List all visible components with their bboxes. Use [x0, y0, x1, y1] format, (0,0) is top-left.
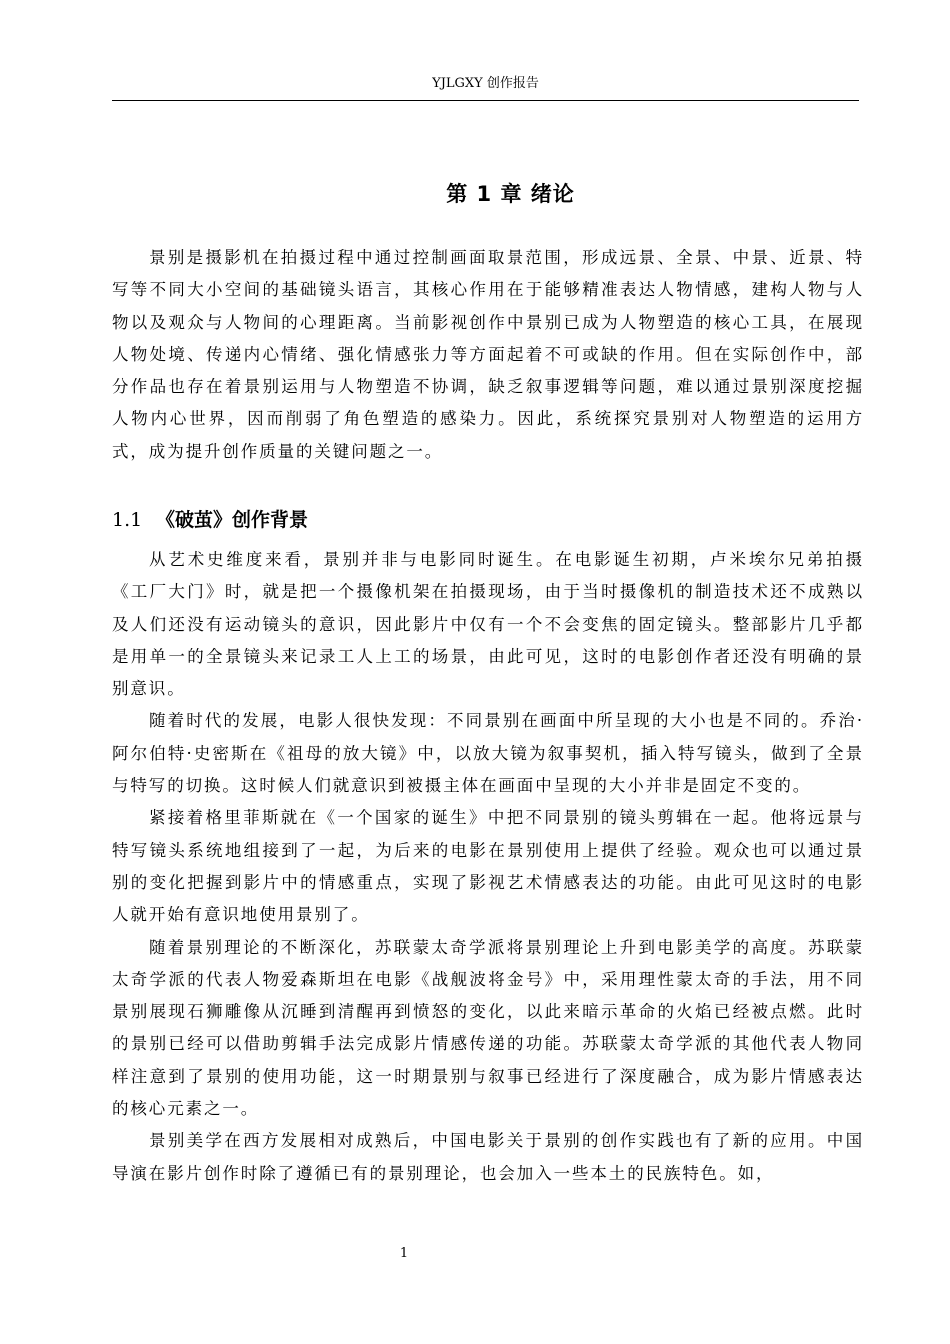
- body-paragraph: 从艺术史维度来看，景别并非与电影同时诞生。在电影诞生初期，卢米埃尔兄弟拍摄《工厂大门》时，就是把一个摄像机架在拍摄现场，由于当时摄像机的制造技术还不成熟以及人们还没有运动镜头的意识，因此影片中仅有一个不会变焦的固定镜头。整部影片几乎都是用单一的全景镜头来记录工人上工的场景，由此可见，这时的电影创作者还没有明确的景别意识。: [112, 550, 864, 699]
- section-heading: [112, 506, 812, 534]
- chapter-title: 第 1 章 绪论: [446, 182, 575, 206]
- running-header: YJLGXY 创作报告: [432, 76, 539, 91]
- header-divider: [112, 100, 859, 101]
- intro-paragraph: 景别是摄影机在拍摄过程中通过控制画面取景范围，形成远景、全景、中景、近景、特写等不同大小空间的基础镜头语言，其核心作用在于能够精准表达人物情感，建构人物与人物以及观众与人物间的心理距离。当前影视创作中景别已成为人物塑造的核心工具，在展现人物处境、传递内心情绪、强化情感张力等方面起着不可或缺的作用。但在实际创作中，部分作品也存在着景别运用与人物塑造不协调，缺乏叙事逻辑等问题，难以通过景别深度挖掘人物内心世界，因而削弱了角色塑造的感染力。因此，系统探究景别对人物塑造的运用方式，成为提升创作质量的关键问题之一。: [112, 248, 864, 461]
- section-title: 《破茧》创作背景: [156, 509, 309, 531]
- page-number: 1: [399, 1246, 409, 1261]
- section-body: [112, 544, 864, 1190]
- body-paragraph: 景别美学在西方发展相对成熟后，中国电影关于景别的创作实践也有了新的应用。中国导演在影片创作时除了遵循已有的景别理论，也会加入一些本土的民族特色。如，: [112, 1131, 864, 1183]
- body-paragraph: 随着景别理论的不断深化，苏联蒙太奇学派将景别理论上升到电影美学的高度。苏联蒙太奇学派的代表人物爱森斯坦在电影《战舰波将金号》中，采用理性蒙太奇的手法，用不同景别展现石狮雕像从沉睡到清醒再到愤怒的变化，以此来暗示革命的火焰已经被点燃。此时的景别已经可以借助剪辑手法完成影片情感传递的功能。苏联蒙太奇学派的其他代表人物同样注意到了景别的使用功能，这一时期景别与叙事已经进行了深度融合，成为影片情感表达的核心元素之一。: [112, 937, 864, 1119]
- intro-body: [112, 242, 864, 468]
- body-paragraph: 随着时代的发展，电影人很快发现：不同景别在画面中所呈现的大小也是不同的。乔治·阿尔伯特·史密斯在《祖母的放大镜》中，以放大镜为叙事契机，插入特写镜头，做到了全景与特写的切换。这时候人们就意识到被摄主体在画面中呈现的大小并非是固定不变的。: [112, 711, 864, 796]
- body-paragraph: 紧接着格里菲斯就在《一个国家的诞生》中把不同景别的镜头剪辑在一起。他将远景与特写镜头系统地组接到了一起，为后来的电影在景别使用上提供了经验。观众也可以通过景别的变化把握到影片中的情感重点，实现了影视艺术情感表达的功能。由此可见这时的电影人就开始有意识地使用景别了。: [112, 808, 864, 925]
- section-number: 1.1: [112, 509, 143, 531]
